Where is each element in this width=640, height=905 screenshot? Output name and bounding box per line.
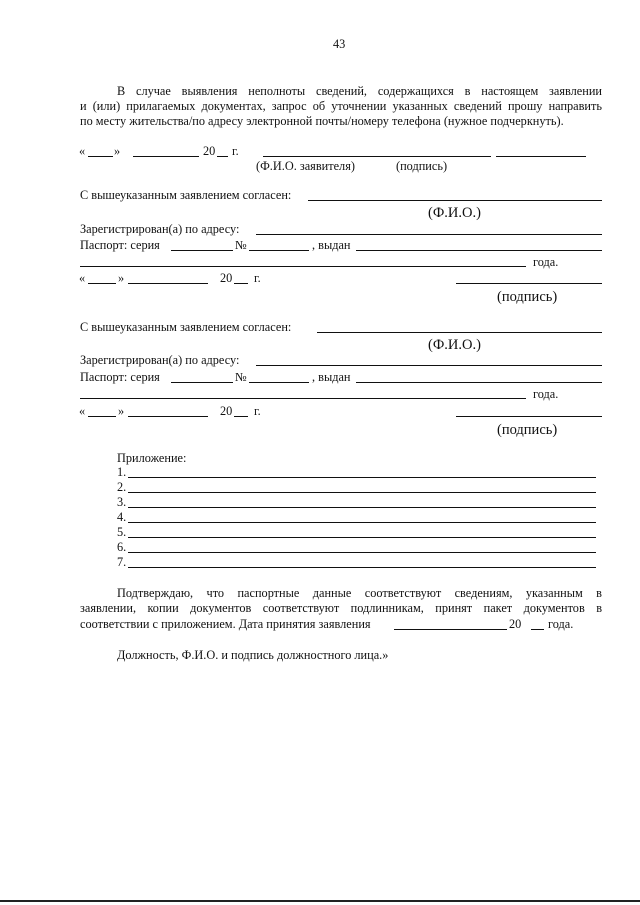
year-prefix: 20 bbox=[220, 404, 233, 418]
attachment-number: 6. bbox=[117, 540, 127, 554]
attachment-field[interactable] bbox=[128, 477, 596, 478]
date-quote-close: » bbox=[118, 271, 125, 285]
confirmation-line-3: соответствии с приложением. Дата принятия заявления bbox=[80, 617, 371, 631]
passport-issued-field[interactable] bbox=[356, 382, 602, 383]
passport-issued-field[interactable] bbox=[356, 250, 602, 251]
attachment-field[interactable] bbox=[128, 552, 596, 553]
passport-number-field[interactable] bbox=[249, 382, 309, 383]
day-field[interactable] bbox=[88, 416, 116, 417]
registered-address-field[interactable] bbox=[256, 234, 602, 235]
confirmation-year-prefix: 20 bbox=[509, 617, 522, 631]
year-suffix: г. bbox=[232, 144, 239, 158]
passport-series-label: Паспорт: серия bbox=[80, 370, 160, 384]
year-word: года. bbox=[533, 387, 559, 401]
year-suffix: г. bbox=[254, 404, 261, 418]
fio-caption: (Ф.И.О.) bbox=[428, 337, 481, 353]
confirmation-line-1: Подтверждаю, что паспортные данные соответствуют сведениям, указанным в bbox=[117, 586, 602, 600]
passport-number-field[interactable] bbox=[249, 250, 309, 251]
attachment-number: 5. bbox=[117, 525, 127, 539]
attachment-number: 1. bbox=[117, 465, 127, 479]
consent-label: С вышеуказанным заявлением согласен: bbox=[80, 320, 292, 334]
registered-label: Зарегистрирован(а) по адресу: bbox=[80, 353, 240, 367]
attachment-field[interactable] bbox=[128, 537, 596, 538]
passport-series-field[interactable] bbox=[171, 250, 233, 251]
date-quote-close: » bbox=[118, 404, 125, 418]
registered-label: Зарегистрирован(а) по адресу: bbox=[80, 222, 240, 236]
attachment-number: 2. bbox=[117, 480, 127, 494]
scan-bottom-border bbox=[0, 900, 640, 902]
applicant-signature-field[interactable] bbox=[496, 156, 586, 157]
month-field[interactable] bbox=[128, 283, 208, 284]
confirmation-line-2: заявлении, копии документов соответствуют подлинникам, принят пакет документов в bbox=[80, 601, 602, 615]
year-field[interactable] bbox=[217, 156, 228, 157]
attachments-label: Приложение: bbox=[117, 451, 187, 465]
date-quote-close: » bbox=[114, 144, 121, 158]
consent-label: С вышеуказанным заявлением согласен: bbox=[80, 188, 292, 202]
year-prefix: 20 bbox=[203, 144, 216, 158]
attachment-number: 7. bbox=[117, 555, 127, 569]
passport-issued-continuation-field[interactable] bbox=[80, 398, 526, 399]
confirmation-year-word: года. bbox=[548, 617, 574, 631]
passport-number-sign: № bbox=[235, 370, 247, 384]
applicant-signature-caption: (подпись) bbox=[396, 159, 448, 173]
year-field[interactable] bbox=[234, 416, 248, 417]
attachment-field[interactable] bbox=[128, 522, 596, 523]
passport-issued-label: , выдан bbox=[312, 238, 351, 252]
year-word: года. bbox=[533, 255, 559, 269]
signature-caption: (подпись) bbox=[497, 422, 558, 438]
date-quote-open: « bbox=[79, 144, 86, 158]
passport-series-field[interactable] bbox=[171, 382, 233, 383]
signature-caption: (подпись) bbox=[497, 289, 558, 305]
signature-field[interactable] bbox=[456, 416, 602, 417]
attachment-field[interactable] bbox=[128, 567, 596, 568]
consent-fio-field[interactable] bbox=[308, 200, 602, 201]
page-number: 43 bbox=[333, 37, 346, 51]
consent-fio-field[interactable] bbox=[317, 332, 602, 333]
attachment-number: 4. bbox=[117, 510, 127, 524]
intro-line-3: по месту жительства/по адресу электронной почты/номеру телефона (нужное подчеркнуть). bbox=[80, 114, 564, 128]
month-field[interactable] bbox=[128, 416, 208, 417]
passport-number-sign: № bbox=[235, 238, 247, 252]
date-quote-open: « bbox=[79, 404, 86, 418]
month-field[interactable] bbox=[133, 156, 199, 157]
applicant-name-field[interactable] bbox=[263, 156, 491, 157]
year-prefix: 20 bbox=[220, 271, 233, 285]
intro-line-2: и (или) прилагаемых документах, запрос об уточнении указанных сведений прошу направить bbox=[80, 99, 602, 113]
official-signature-line: Должность, Ф.И.О. и подпись должностного лица.» bbox=[117, 648, 389, 662]
attachment-number: 3. bbox=[117, 495, 127, 509]
applicant-name-caption: (Ф.И.О. заявителя) bbox=[256, 159, 355, 173]
acceptance-date-field[interactable] bbox=[394, 629, 507, 630]
day-field[interactable] bbox=[88, 156, 113, 157]
year-field[interactable] bbox=[234, 283, 248, 284]
passport-issued-label: , выдан bbox=[312, 370, 351, 384]
fio-caption: (Ф.И.О.) bbox=[428, 205, 481, 221]
intro-line-1: В случае выявления неполноты сведений, содержащихся в настоящем заявлении bbox=[117, 84, 602, 98]
passport-series-label: Паспорт: серия bbox=[80, 238, 160, 252]
signature-field[interactable] bbox=[456, 283, 602, 284]
day-field[interactable] bbox=[88, 283, 116, 284]
registered-address-field[interactable] bbox=[256, 365, 602, 366]
attachment-field[interactable] bbox=[128, 492, 596, 493]
acceptance-year-field[interactable] bbox=[531, 629, 544, 630]
passport-issued-continuation-field[interactable] bbox=[80, 266, 526, 267]
attachment-field[interactable] bbox=[128, 507, 596, 508]
year-suffix: г. bbox=[254, 271, 261, 285]
date-quote-open: « bbox=[79, 271, 86, 285]
